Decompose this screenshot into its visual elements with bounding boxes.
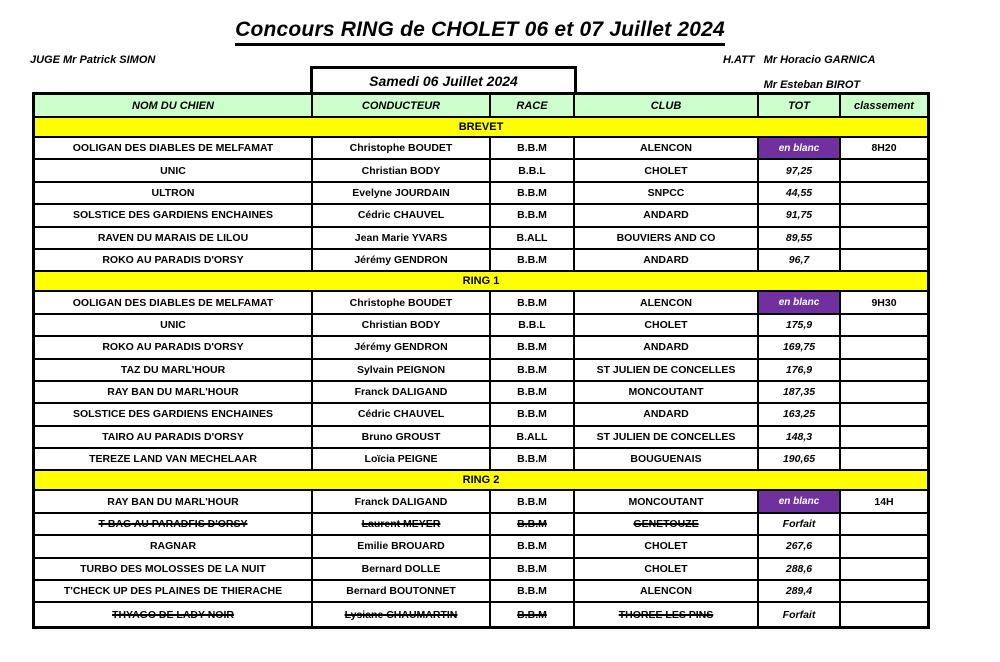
cell-club-text: ALENCON bbox=[640, 585, 692, 598]
cell-breed-text: B.B.M bbox=[517, 209, 547, 222]
result-row bbox=[35, 360, 927, 382]
cell-club-text: MONCOUTANT bbox=[628, 495, 704, 508]
cell-score: 44,55 bbox=[759, 183, 841, 203]
column-header-tot: TOT bbox=[759, 95, 841, 116]
cell-dog-name-text: TURBO DES MOLOSSES DE LA NUIT bbox=[80, 562, 266, 575]
result-row bbox=[35, 382, 927, 404]
cell-handler bbox=[313, 205, 491, 225]
cell-club bbox=[575, 382, 759, 402]
section-band-ring-1: RING 1 bbox=[35, 272, 927, 292]
cell-dog-name bbox=[35, 427, 313, 447]
cell-dog-name bbox=[35, 514, 313, 534]
cell-club-text: ST JULIEN DE CONCELLES bbox=[596, 363, 736, 376]
cell-club-text: CHOLET bbox=[644, 318, 688, 331]
cell-score-en-blanc: en blanc bbox=[759, 292, 841, 312]
cell-dog-name bbox=[35, 491, 313, 511]
cell-rank bbox=[841, 250, 927, 270]
cell-dog-name bbox=[35, 337, 313, 357]
cell-score: 187,35 bbox=[759, 382, 841, 402]
cell-score: 288,6 bbox=[759, 559, 841, 579]
cell-rank bbox=[841, 427, 927, 447]
cell-breed-text: B.B.L bbox=[518, 164, 546, 177]
cell-score: 96,7 bbox=[759, 250, 841, 270]
cell-handler bbox=[313, 449, 491, 469]
cell-handler-text: Lysiane CHAUMARTIN bbox=[344, 608, 458, 621]
cell-club bbox=[575, 360, 759, 380]
result-row bbox=[35, 183, 927, 205]
cell-club bbox=[575, 160, 759, 180]
cell-club-text: ST JULIEN DE CONCELLES bbox=[596, 430, 736, 443]
cell-dog-name-text: TAZ DU MARL'HOUR bbox=[120, 363, 226, 376]
cell-club bbox=[575, 536, 759, 556]
cell-score-en-blanc: en blanc bbox=[759, 491, 841, 511]
cell-rank bbox=[841, 449, 927, 469]
result-row bbox=[35, 160, 927, 182]
cell-rank bbox=[841, 160, 927, 180]
cell-breed-text: B.B.M bbox=[517, 518, 547, 531]
cell-rank bbox=[841, 382, 927, 402]
cell-handler bbox=[313, 559, 491, 579]
cell-handler-text: Franck DALIGAND bbox=[354, 495, 448, 508]
column-header-row bbox=[35, 95, 927, 118]
cell-club bbox=[575, 603, 759, 625]
cell-breed bbox=[491, 250, 575, 270]
cell-breed-text: B.B.M bbox=[517, 408, 547, 421]
cell-breed bbox=[491, 228, 575, 248]
result-row bbox=[35, 250, 927, 272]
cell-score: 91,75 bbox=[759, 205, 841, 225]
cell-handler bbox=[313, 183, 491, 203]
cell-score: 289,4 bbox=[759, 581, 841, 601]
column-header-race: RACE bbox=[491, 95, 575, 116]
cell-score-en-blanc: en blanc bbox=[759, 138, 841, 158]
cell-breed bbox=[491, 337, 575, 357]
cell-breed bbox=[491, 536, 575, 556]
cell-breed-text: B.ALL bbox=[516, 430, 548, 443]
page-title: Concours RING de CHOLET 06 et 07 Juillet 2024 bbox=[235, 18, 725, 46]
cell-club-text: ALENCON bbox=[640, 142, 692, 155]
cell-dog-name-text: T BAG AU PARADFIS D'ORSY bbox=[98, 518, 248, 531]
cell-dog-name-text: ROKO AU PARADIS D'ORSY bbox=[102, 341, 244, 354]
cell-handler-text: Christophe BOUDET bbox=[349, 296, 453, 309]
cell-handler bbox=[313, 427, 491, 447]
cell-rank: 14H bbox=[841, 491, 927, 511]
cell-dog-name bbox=[35, 228, 313, 248]
cell-club bbox=[575, 138, 759, 158]
result-row bbox=[35, 404, 927, 426]
cell-dog-name bbox=[35, 205, 313, 225]
cell-club-text: ALENCON bbox=[640, 296, 692, 309]
cell-handler-text: Evelyne JOURDAIN bbox=[352, 186, 450, 199]
cell-breed-text: B.B.M bbox=[517, 341, 547, 354]
cell-dog-name bbox=[35, 536, 313, 556]
cell-handler bbox=[313, 160, 491, 180]
cell-dog-name-text: ULTRON bbox=[151, 186, 195, 199]
cell-score: 169,75 bbox=[759, 337, 841, 357]
cell-handler bbox=[313, 292, 491, 312]
cell-breed-text: B.B.M bbox=[517, 254, 547, 267]
cell-handler bbox=[313, 138, 491, 158]
cell-handler bbox=[313, 404, 491, 424]
cell-breed bbox=[491, 292, 575, 312]
cell-handler bbox=[313, 337, 491, 357]
cell-dog-name bbox=[35, 315, 313, 335]
cell-handler-text: Franck DALIGAND bbox=[354, 386, 448, 399]
cell-handler-text: Laurent MEYER bbox=[361, 518, 441, 531]
cell-club bbox=[575, 514, 759, 534]
column-header-club: CLUB bbox=[575, 95, 759, 116]
cell-breed-text: B.B.M bbox=[517, 142, 547, 155]
cell-handler bbox=[313, 228, 491, 248]
cell-rank bbox=[841, 536, 927, 556]
cell-rank bbox=[841, 581, 927, 601]
cell-handler bbox=[313, 315, 491, 335]
cell-club-text: CHOLET bbox=[644, 164, 688, 177]
cell-rank: 9H30 bbox=[841, 292, 927, 312]
column-header-nom-du-chien: NOM DU CHIEN bbox=[35, 95, 313, 116]
result-row bbox=[35, 559, 927, 581]
cell-breed-text: B.B.M bbox=[517, 562, 547, 575]
hatt-label: H.ATT bbox=[723, 54, 755, 66]
cell-club-text: BOUGUENAIS bbox=[630, 453, 702, 466]
cell-dog-name bbox=[35, 581, 313, 601]
cell-breed-text: B.B.L bbox=[518, 318, 546, 331]
cell-dog-name-text: OOLIGAN DES DIABLES DE MELFAMAT bbox=[72, 296, 274, 309]
hatt-name-2: Mr Esteban BIROT bbox=[763, 79, 861, 91]
cell-handler-text: Jérémy GENDRON bbox=[354, 341, 448, 354]
column-header-conducteur: CONDUCTEUR bbox=[313, 95, 491, 116]
result-row bbox=[35, 514, 927, 536]
cell-handler bbox=[313, 360, 491, 380]
cell-club bbox=[575, 491, 759, 511]
cell-dog-name bbox=[35, 250, 313, 270]
cell-breed-text: B.B.M bbox=[517, 186, 547, 199]
cell-club bbox=[575, 581, 759, 601]
cell-rank bbox=[841, 337, 927, 357]
cell-score: 163,25 bbox=[759, 404, 841, 424]
cell-breed-text: B.B.M bbox=[517, 608, 547, 621]
cell-handler-text: Loïcia PEIGNE bbox=[364, 453, 438, 466]
cell-club bbox=[575, 315, 759, 335]
cell-club bbox=[575, 183, 759, 203]
cell-club-text: CHOLET bbox=[644, 540, 688, 553]
cell-club-text: ANDARD bbox=[643, 341, 689, 354]
cell-breed bbox=[491, 205, 575, 225]
hatt-names bbox=[764, 54, 876, 91]
result-row bbox=[35, 205, 927, 227]
cell-dog-name-text: THYAGO DE LADY NOIR bbox=[112, 608, 234, 621]
date-box: Samedi 06 Juillet 2024 bbox=[310, 66, 577, 92]
cell-dog-name-text: SOLSTICE DES GARDIENS ENCHAINES bbox=[72, 209, 274, 222]
cell-rank bbox=[841, 360, 927, 380]
cell-rank bbox=[841, 404, 927, 424]
cell-club-text: ANDARD bbox=[643, 408, 689, 421]
cell-dog-name-text: RAY BAN DU MARL'HOUR bbox=[107, 386, 239, 399]
cell-breed-text: B.B.M bbox=[517, 585, 547, 598]
cell-dog-name-text: TEREZE LAND VAN MECHELAAR bbox=[89, 453, 257, 466]
cell-handler-text: Sylvain PEIGNON bbox=[356, 363, 446, 376]
cell-club-text: SNPCC bbox=[647, 186, 685, 199]
cell-dog-name bbox=[35, 183, 313, 203]
cell-score: 267,6 bbox=[759, 536, 841, 556]
cell-club bbox=[575, 337, 759, 357]
cell-handler-text: Christian BODY bbox=[361, 318, 441, 331]
cell-handler-text: Bruno GROUST bbox=[361, 430, 441, 443]
cell-dog-name-text: T'CHECK UP DES PLAINES DE THIERACHE bbox=[63, 585, 283, 598]
results-table bbox=[32, 92, 930, 629]
cell-breed bbox=[491, 491, 575, 511]
cell-rank bbox=[841, 205, 927, 225]
cell-dog-name-text: ROKO AU PARADIS D'ORSY bbox=[102, 254, 244, 267]
result-row bbox=[35, 491, 927, 513]
cell-handler bbox=[313, 581, 491, 601]
cell-club-text: ANDARD bbox=[643, 209, 689, 222]
cell-dog-name-text: UNIC bbox=[160, 164, 186, 177]
cell-handler-text: Bernard BOUTONNET bbox=[346, 585, 456, 598]
cell-club-text: CHOLET bbox=[644, 562, 688, 575]
cell-rank bbox=[841, 559, 927, 579]
cell-dog-name-text: RAVEN DU MARAIS DE LILOU bbox=[97, 231, 249, 244]
result-row bbox=[35, 228, 927, 250]
cell-breed-text: B.B.M bbox=[517, 363, 547, 376]
cell-club bbox=[575, 205, 759, 225]
cell-club-text: MONCOUTANT bbox=[628, 386, 704, 399]
cell-dog-name bbox=[35, 160, 313, 180]
column-header-classement: classement bbox=[841, 95, 927, 116]
cell-breed-text: B.B.M bbox=[517, 296, 547, 309]
cell-dog-name-text: UNIC bbox=[160, 318, 186, 331]
cell-handler bbox=[313, 491, 491, 511]
result-row bbox=[35, 138, 927, 160]
cell-breed bbox=[491, 514, 575, 534]
cell-club-text: ANDARD bbox=[643, 254, 689, 267]
cell-breed bbox=[491, 449, 575, 469]
cell-rank bbox=[841, 315, 927, 335]
section-band-ring-2: RING 2 bbox=[35, 471, 927, 491]
cell-breed bbox=[491, 427, 575, 447]
cell-dog-name bbox=[35, 138, 313, 158]
cell-handler-text: Emilie BROUARD bbox=[357, 540, 445, 553]
cell-club bbox=[575, 292, 759, 312]
cell-club-text: BOUVIERS AND CO bbox=[616, 231, 716, 244]
cell-dog-name-text: TAIRO AU PARADIS D'ORSY bbox=[102, 430, 244, 443]
cell-handler bbox=[313, 514, 491, 534]
cell-score: Forfait bbox=[759, 514, 841, 534]
cell-club bbox=[575, 449, 759, 469]
cell-handler-text: Cédric CHAUVEL bbox=[357, 408, 445, 421]
cell-breed bbox=[491, 559, 575, 579]
result-row bbox=[35, 449, 927, 471]
result-row bbox=[35, 427, 927, 449]
cell-club-text: THOREE LES PINS bbox=[618, 608, 714, 621]
cell-dog-name-text: SOLSTICE DES GARDIENS ENCHAINES bbox=[72, 408, 274, 421]
cell-breed-text: B.ALL bbox=[516, 231, 548, 244]
cell-breed-text: B.B.M bbox=[517, 495, 547, 508]
cell-breed bbox=[491, 160, 575, 180]
result-row bbox=[35, 603, 927, 625]
cell-handler bbox=[313, 382, 491, 402]
cell-handler-text: Christophe BOUDET bbox=[349, 142, 453, 155]
cell-handler-text: Cédric CHAUVEL bbox=[357, 209, 445, 222]
cell-dog-name bbox=[35, 360, 313, 380]
hatt-name-1: Mr Horacio GARNICA bbox=[763, 54, 876, 66]
cell-dog-name bbox=[35, 382, 313, 402]
cell-breed bbox=[491, 581, 575, 601]
cell-breed-text: B.B.M bbox=[517, 540, 547, 553]
cell-club bbox=[575, 404, 759, 424]
cell-breed bbox=[491, 603, 575, 625]
cell-handler bbox=[313, 250, 491, 270]
cell-club bbox=[575, 427, 759, 447]
cell-score: 175,9 bbox=[759, 315, 841, 335]
cell-breed-text: B.B.M bbox=[517, 386, 547, 399]
cell-score: 89,55 bbox=[759, 228, 841, 248]
cell-dog-name-text: OOLIGAN DES DIABLES DE MELFAMAT bbox=[72, 142, 274, 155]
cell-handler bbox=[313, 536, 491, 556]
cell-score: Forfait bbox=[759, 603, 841, 625]
cell-breed bbox=[491, 382, 575, 402]
cell-dog-name bbox=[35, 449, 313, 469]
result-row bbox=[35, 315, 927, 337]
cell-handler-text: Christian BODY bbox=[361, 164, 441, 177]
section-band-brevet: BREVET bbox=[35, 118, 927, 138]
cell-rank bbox=[841, 514, 927, 534]
cell-dog-name bbox=[35, 292, 313, 312]
cell-rank: 8H20 bbox=[841, 138, 927, 158]
cell-breed bbox=[491, 138, 575, 158]
cell-dog-name-text: RAY BAN DU MARL'HOUR bbox=[107, 495, 239, 508]
cell-handler-text: Jean Marie YVARS bbox=[354, 231, 448, 244]
cell-breed-text: B.B.M bbox=[517, 453, 547, 466]
page-title-wrap bbox=[0, 18, 960, 46]
cell-breed bbox=[491, 360, 575, 380]
result-row bbox=[35, 292, 927, 314]
cell-handler bbox=[313, 603, 491, 625]
result-row bbox=[35, 536, 927, 558]
cell-breed bbox=[491, 183, 575, 203]
cell-score: 148,3 bbox=[759, 427, 841, 447]
result-row bbox=[35, 337, 927, 359]
cell-score: 97,25 bbox=[759, 160, 841, 180]
cell-club bbox=[575, 559, 759, 579]
cell-score: 176,9 bbox=[759, 360, 841, 380]
cell-club bbox=[575, 228, 759, 248]
cell-handler-text: Jérémy GENDRON bbox=[354, 254, 448, 267]
cell-handler-text: Bernard DOLLE bbox=[361, 562, 441, 575]
cell-rank bbox=[841, 603, 927, 625]
cell-breed bbox=[491, 315, 575, 335]
cell-dog-name bbox=[35, 404, 313, 424]
cell-dog-name-text: RAGNAR bbox=[149, 540, 197, 553]
cell-dog-name bbox=[35, 559, 313, 579]
cell-breed bbox=[491, 404, 575, 424]
cell-club bbox=[575, 250, 759, 270]
cell-score: 190,65 bbox=[759, 449, 841, 469]
cell-rank bbox=[841, 228, 927, 248]
judge-line: JUGE Mr Patrick SIMON bbox=[30, 54, 156, 66]
result-row bbox=[35, 581, 927, 603]
hatt-block bbox=[723, 54, 875, 91]
cell-rank bbox=[841, 183, 927, 203]
cell-club-text: GENETOUZE bbox=[633, 518, 699, 531]
cell-dog-name bbox=[35, 603, 313, 625]
